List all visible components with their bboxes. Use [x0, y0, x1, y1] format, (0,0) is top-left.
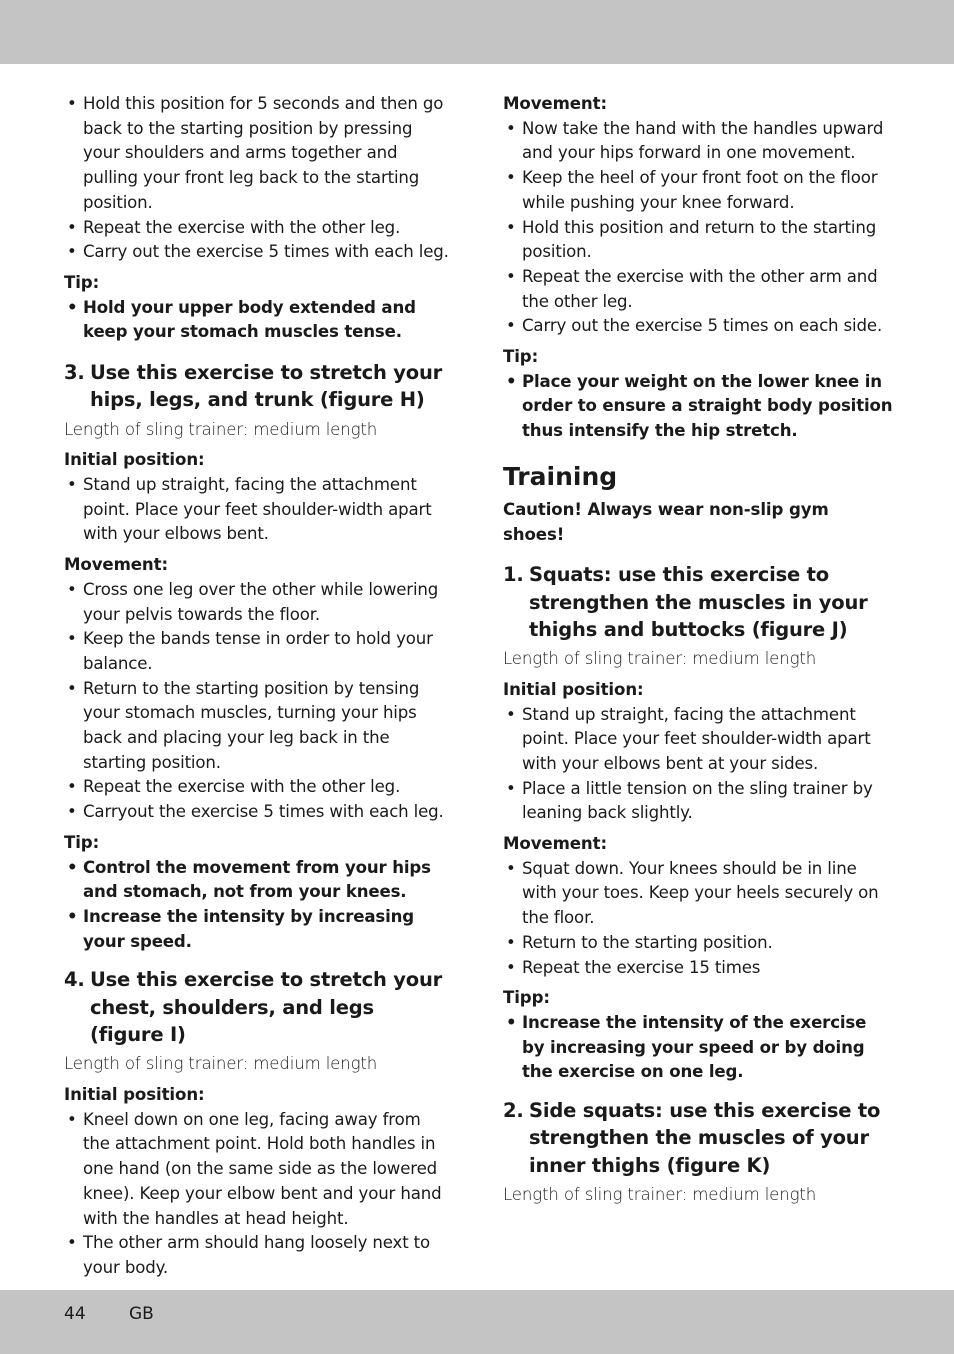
- list-item: • Cross one leg over the other while lowering your pelvis towards the floor.: [64, 578, 452, 627]
- list-item: • Control the movement from your hips and stomach, not from your knees.: [64, 856, 452, 905]
- tip-label: Tipp:: [503, 988, 550, 1008]
- language-code: GB: [129, 1304, 154, 1324]
- list-item: • Repeat the exercise with the other arm and the other leg.: [503, 265, 893, 314]
- list-item: • Kneel down on one leg, facing away from the attachment point. Hold both handles in one hand (on the same side as the lowered knee). Keep your elbow bent and your hand with the handles at head height.: [64, 1108, 452, 1232]
- exercise-3-heading: [64, 359, 452, 414]
- list-item: • Squat down. Your knees should be in line with your toes. Keep your heels securely on the floor.: [503, 857, 893, 931]
- caution-note: Caution! Always wear non-slip gym shoes!: [503, 499, 829, 544]
- tip-bullet-list: [64, 856, 452, 955]
- movement-list: [503, 857, 893, 981]
- list-item: • Carry out the exercise 5 times with each leg.: [64, 240, 452, 265]
- exercise-number: 3.: [64, 361, 85, 385]
- movement-list: [64, 578, 452, 825]
- list-item: • Stand up straight, facing the attachment point. Place your feet shoulder-width apart with your elbows bent at your sides.: [503, 703, 893, 777]
- page-number: 44: [64, 1304, 86, 1324]
- movement-list: [503, 117, 893, 339]
- exercise-number: 4.: [64, 968, 85, 992]
- list-item: • Keep the bands tense in order to hold your balance.: [64, 627, 452, 676]
- list-item: • Carry out the exercise 5 times on each side.: [503, 314, 893, 339]
- list-item: • Stand up straight, facing the attachment point. Place your feet shoulder-width apart with your elbows bent.: [64, 473, 452, 547]
- list-item: • Carryout the exercise 5 times with each leg.: [64, 800, 452, 825]
- exercise-1-heading: [503, 561, 893, 643]
- sling-length: Length of sling trainer: medium length: [64, 419, 378, 439]
- tip-label: Tip:: [64, 272, 100, 292]
- movement-label: Movement:: [503, 834, 608, 854]
- list-item: • Repeat the exercise with the other leg.: [64, 216, 452, 241]
- exercise-2-heading: [503, 1097, 893, 1179]
- exercise-title: Side squats: use this exercise to strengthen the muscles of your inner thighs (figure K): [529, 1099, 881, 1177]
- exercise-4-heading: [64, 966, 452, 1048]
- tip-bullet-list: [503, 1011, 893, 1085]
- list-item: • Increase the intensity by increasing your speed.: [64, 905, 452, 954]
- initial-position-label: Initial position:: [64, 450, 205, 470]
- list-item: • Repeat the exercise with the other leg.: [64, 775, 452, 800]
- list-item: • The other arm should hang loosely next to your body.: [64, 1231, 452, 1280]
- header-band: [0, 0, 954, 64]
- sling-length: Length of sling trainer: medium length: [503, 649, 817, 669]
- list-item: • Place your weight on the lower knee in order to ensure a straight body position thus intensify the hip stretch.: [503, 370, 893, 444]
- sling-length: Length of sling trainer: medium length: [64, 1054, 378, 1074]
- list-item: • Repeat the exercise 15 times: [503, 956, 893, 981]
- intro-bullet-list: [64, 92, 452, 265]
- tip-label: Tip:: [503, 347, 539, 367]
- right-column: [503, 92, 893, 1208]
- initial-position-label: Initial position:: [64, 1084, 205, 1104]
- list-item: • Return to the starting position by tensing your stomach muscles, turning your hips back and placing your leg back in the starting position.: [64, 677, 452, 776]
- list-item: • Keep the heel of your front foot on the floor while pushing your knee forward.: [503, 166, 893, 215]
- exercise-title: Use this exercise to stretch your hips, legs, and trunk (figure H): [90, 361, 443, 412]
- list-item: • Place a little tension on the sling trainer by leaning back slightly.: [503, 777, 893, 826]
- list-item: • Hold your upper body extended and keep your stomach muscles tense.: [64, 296, 452, 345]
- sling-length: Length of sling trainer: medium length: [503, 1184, 817, 1204]
- exercise-title: Squats: use this exercise to strengthen the muscles in your thighs and buttocks (figure J): [529, 563, 868, 641]
- list-item: • Now take the hand with the handles upward and your hips forward in one movement.: [503, 117, 893, 166]
- exercise-number: 2.: [503, 1099, 524, 1123]
- initial-position-label: Initial position:: [503, 679, 644, 699]
- list-item: • Hold this position and return to the starting position.: [503, 216, 893, 265]
- left-column: [64, 92, 452, 1281]
- tip-label: Tip:: [64, 832, 100, 852]
- initial-position-list: [503, 703, 893, 827]
- list-item: • Increase the intensity of the exercise by increasing your speed or by doing the exercise on one leg.: [503, 1011, 893, 1085]
- section-title-training: Training: [503, 461, 618, 491]
- exercise-number: 1.: [503, 563, 524, 587]
- exercise-title: Use this exercise to stretch your chest, shoulders, and legs (figure I): [90, 968, 443, 1046]
- list-item: • Hold this position for 5 seconds and then go back to the starting position by pressing your shoulders and arms together and pulling your front leg back to the starting position.: [64, 92, 452, 216]
- initial-position-list: [64, 473, 452, 547]
- tip-bullet-list: [503, 370, 893, 444]
- list-item: • Return to the starting position.: [503, 931, 893, 956]
- tip-bullet-list: [64, 296, 452, 345]
- initial-position-list: [64, 1108, 452, 1281]
- movement-label: Movement:: [64, 555, 169, 575]
- movement-label: Movement:: [503, 94, 608, 113]
